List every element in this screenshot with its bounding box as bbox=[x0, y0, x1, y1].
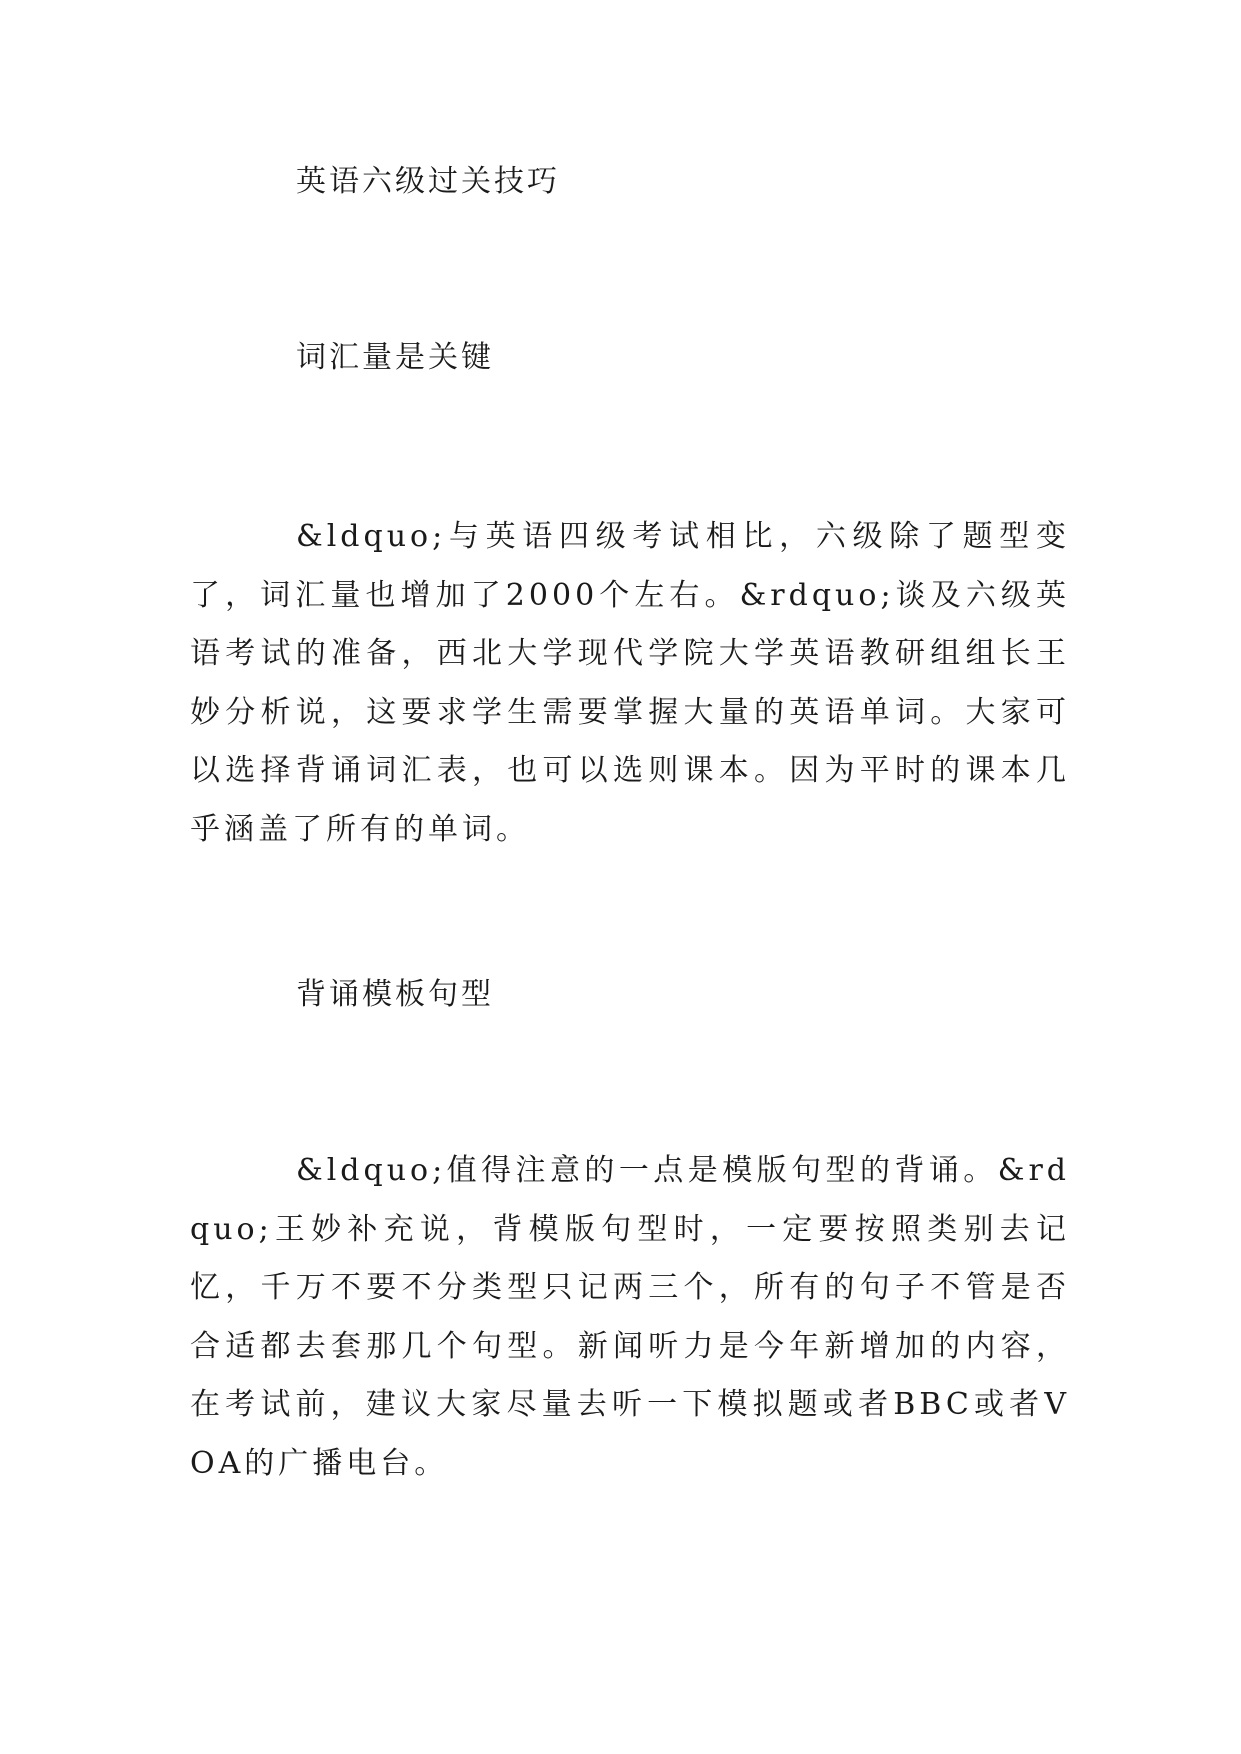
section-heading-vocabulary: 词汇量是关键 bbox=[296, 340, 494, 375]
section-paragraph-sentence-patterns: &ldquo;值得注意的一点是模版句型的背诵。&rdquo;王妙补充说，背模版句型时，一定要按照类别去记忆，千万不要不分类型只记两三个，所有的句子不管是否合适都去套那几个句型。新闻听力是今年新增加的内容，在考试前，建议大家尽量去听一下模拟题或者BBC或者VOA的广播电台。 bbox=[190, 1153, 1070, 1481]
section-paragraph-vocabulary: &ldquo;与英语四级考试相比，六级除了题型变了，词汇量也增加了2000个左右。&rdquo;谈及六级英语考试的准备，西北大学现代学院大学英语教研组组长王妙分析说，这要求学生需要掌握大量的英语单词。大家可以选择背诵词汇表，也可以选则课本。因为平时的课本几乎涵盖了所有的单词。 bbox=[190, 519, 1070, 847]
section-heading-sentence-patterns: 背诵模板句型 bbox=[296, 977, 494, 1012]
document-title: 英语六级过关技巧 bbox=[296, 164, 560, 199]
